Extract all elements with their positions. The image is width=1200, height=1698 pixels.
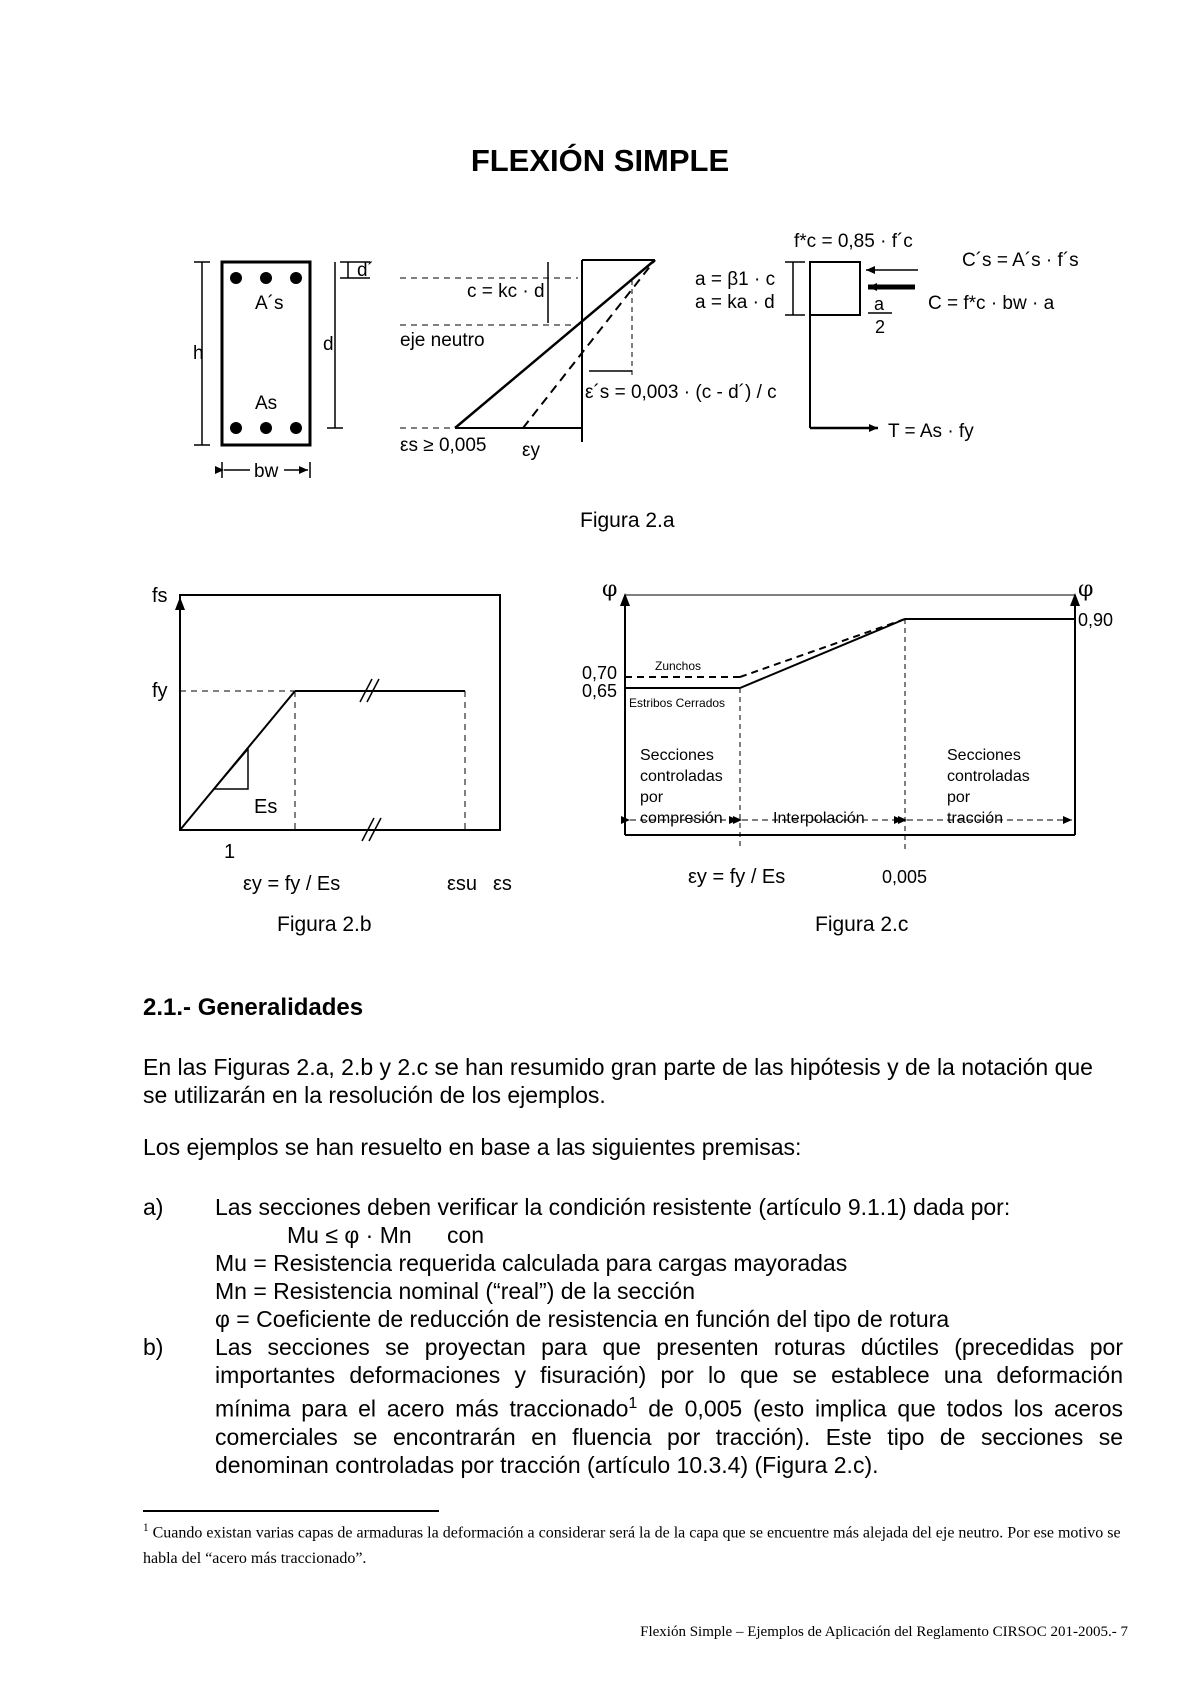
section-heading: 2.1.- Generalidades [143,994,364,1021]
label-C: C = f*c · bw · a [928,293,1055,314]
label-bw: bw [254,461,279,482]
label-a-over-2-num: a [874,294,885,314]
paragraph-1: En las Figuras 2.a, 2.b y 2.c se han resumido gran parte de las hipótesis y de la notación que se utilizarán en la resolución de los ejemplos. [143,1054,1093,1108]
label-neutral-axis: eje neutro [400,330,485,351]
top-bars [230,272,302,284]
label-phi-right: φ [1078,577,1094,602]
label-Es: Es [254,796,278,818]
figure-2a-caption: Figura 2.a [580,509,675,532]
figure-2a [0,0,1200,540]
label-trac-1: Secciones [947,747,1021,764]
label-eps-y: εy [522,440,540,461]
label-eps-s-prime: ε´s = 0,003 · (c - d´) / c [585,382,777,403]
label-d-prime: d´ [357,260,374,281]
label-eps-y-eq: εy = fy / Es [243,873,341,895]
figure-2b-caption: Figura 2.b [277,913,372,936]
label-As-prime: A´s [255,293,284,314]
footnote-separator [143,1510,439,1512]
stress-block [785,262,918,428]
item-a-def-mu: Mu = Resistencia requerida calculada para cargas mayoradas [215,1250,848,1276]
stress-strain-curve [180,679,465,841]
page-footer: Flexión Simple – Ejemplos de Aplicación del Reglamento CIRSOC 201-2005.- 7 [640,1624,1128,1640]
footnote-marker: 1 [143,1522,149,1534]
footnote [143,1515,1133,1572]
item-b-text-before: Las secciones se proyectan para que presenten roturas dúctiles (precedidas por importantes deformaciones y fisuración) por lo que se establece una deformación mínima para el acero más traccionado [215,1334,1123,1422]
label-eps-s-min: εs ≥ 0,005 [400,435,487,456]
figure-2c [560,560,1120,950]
figure-2b [0,560,560,950]
label-comp-3: por [640,789,664,806]
item-a-def-phi: φ = Coeficiente de reducción de resistencia en función del tipo de rotura [215,1306,950,1332]
label-d: d [323,334,334,355]
label-090: 0,90 [1078,610,1114,630]
label-comp-1: Secciones [640,747,714,764]
label-trac-4: tracción [947,810,1004,827]
label-a-over-2-den: 2 [875,317,886,337]
label-eps-s: εs [493,873,512,895]
item-a-def-mn: Mn = Resistencia nominal (“real”) de la sección [215,1278,696,1304]
label-comp-2: controladas [640,768,723,785]
label-a-beta: a = β1 · c [695,269,776,290]
label-eps-y-eq-c: εy = fy / Es [688,866,786,888]
beam-section [222,262,310,445]
modulus-triangle [214,749,248,789]
label-zunchos: Zunchos [655,659,702,673]
paragraph-2: Los ejemplos se han resuelto en base a las siguientes premisas: [143,1134,802,1160]
fig2b-frame [180,595,500,830]
item-a-formula-suffix: con [447,1222,485,1248]
label-estribos: Estribos Cerrados [629,696,726,710]
label-c-eq: c = kc · d [467,281,545,302]
label-a-ka: a = ka · d [695,292,775,313]
label-trac-3: por [947,789,971,806]
label-fy: fy [152,680,168,702]
label-0005: 0,005 [882,867,928,887]
label-interpolacion: Interpolación [773,810,865,827]
label-Cs-prime: C´s = A´s · f´s [962,250,1079,271]
item-b-text [215,1333,1123,1479]
figure-2c-caption: Figura 2.c [815,913,909,936]
bottom-bars [230,422,302,434]
item-b-text-after: de 0,005 (esto implica que todos los aceros comerciales se encontrarán en fluencia por tracción). Este tipo de secciones se denominan controladas por tracción (artículo 10.3.4) (Figura 2.c). [215,1395,1123,1478]
label-one: 1 [224,841,236,863]
fig2b-axis-arrow [175,597,185,610]
item-b-marker: b) [143,1334,164,1360]
label-070: 0,70 [582,663,618,683]
label-T: T = As · fy [888,421,974,442]
label-fs: fs [152,585,168,607]
footnote-ref[interactable]: 1 [628,1394,638,1412]
fig2c-frame [625,595,1075,835]
item-a-formula: Mu ≤ φ · Mn [287,1222,412,1248]
label-fc-star: f*c = 0,85 · f´c [794,231,913,252]
footnote-text: Cuando existan varias capas de armaduras la deformación a considerar será la de la capa que se encuentre más alejada del eje neutro. Por ese motivo se habla del “acero más traccionado”. [143,1524,1121,1568]
label-comp-4: compresión [640,810,723,827]
label-eps-su: εsu [447,873,478,895]
item-a-marker: a) [143,1194,164,1220]
label-trac-2: controladas [947,768,1030,785]
item-a-text: Las secciones deben verificar la condición resistente (artículo 9.1.1) dada por: [215,1194,1011,1220]
label-065: 0,65 [582,681,618,701]
label-As: As [255,393,278,414]
label-h: h [193,343,204,364]
page-title: FLEXIÓN SIMPLE [470,143,730,178]
label-phi-left: φ [602,577,618,602]
